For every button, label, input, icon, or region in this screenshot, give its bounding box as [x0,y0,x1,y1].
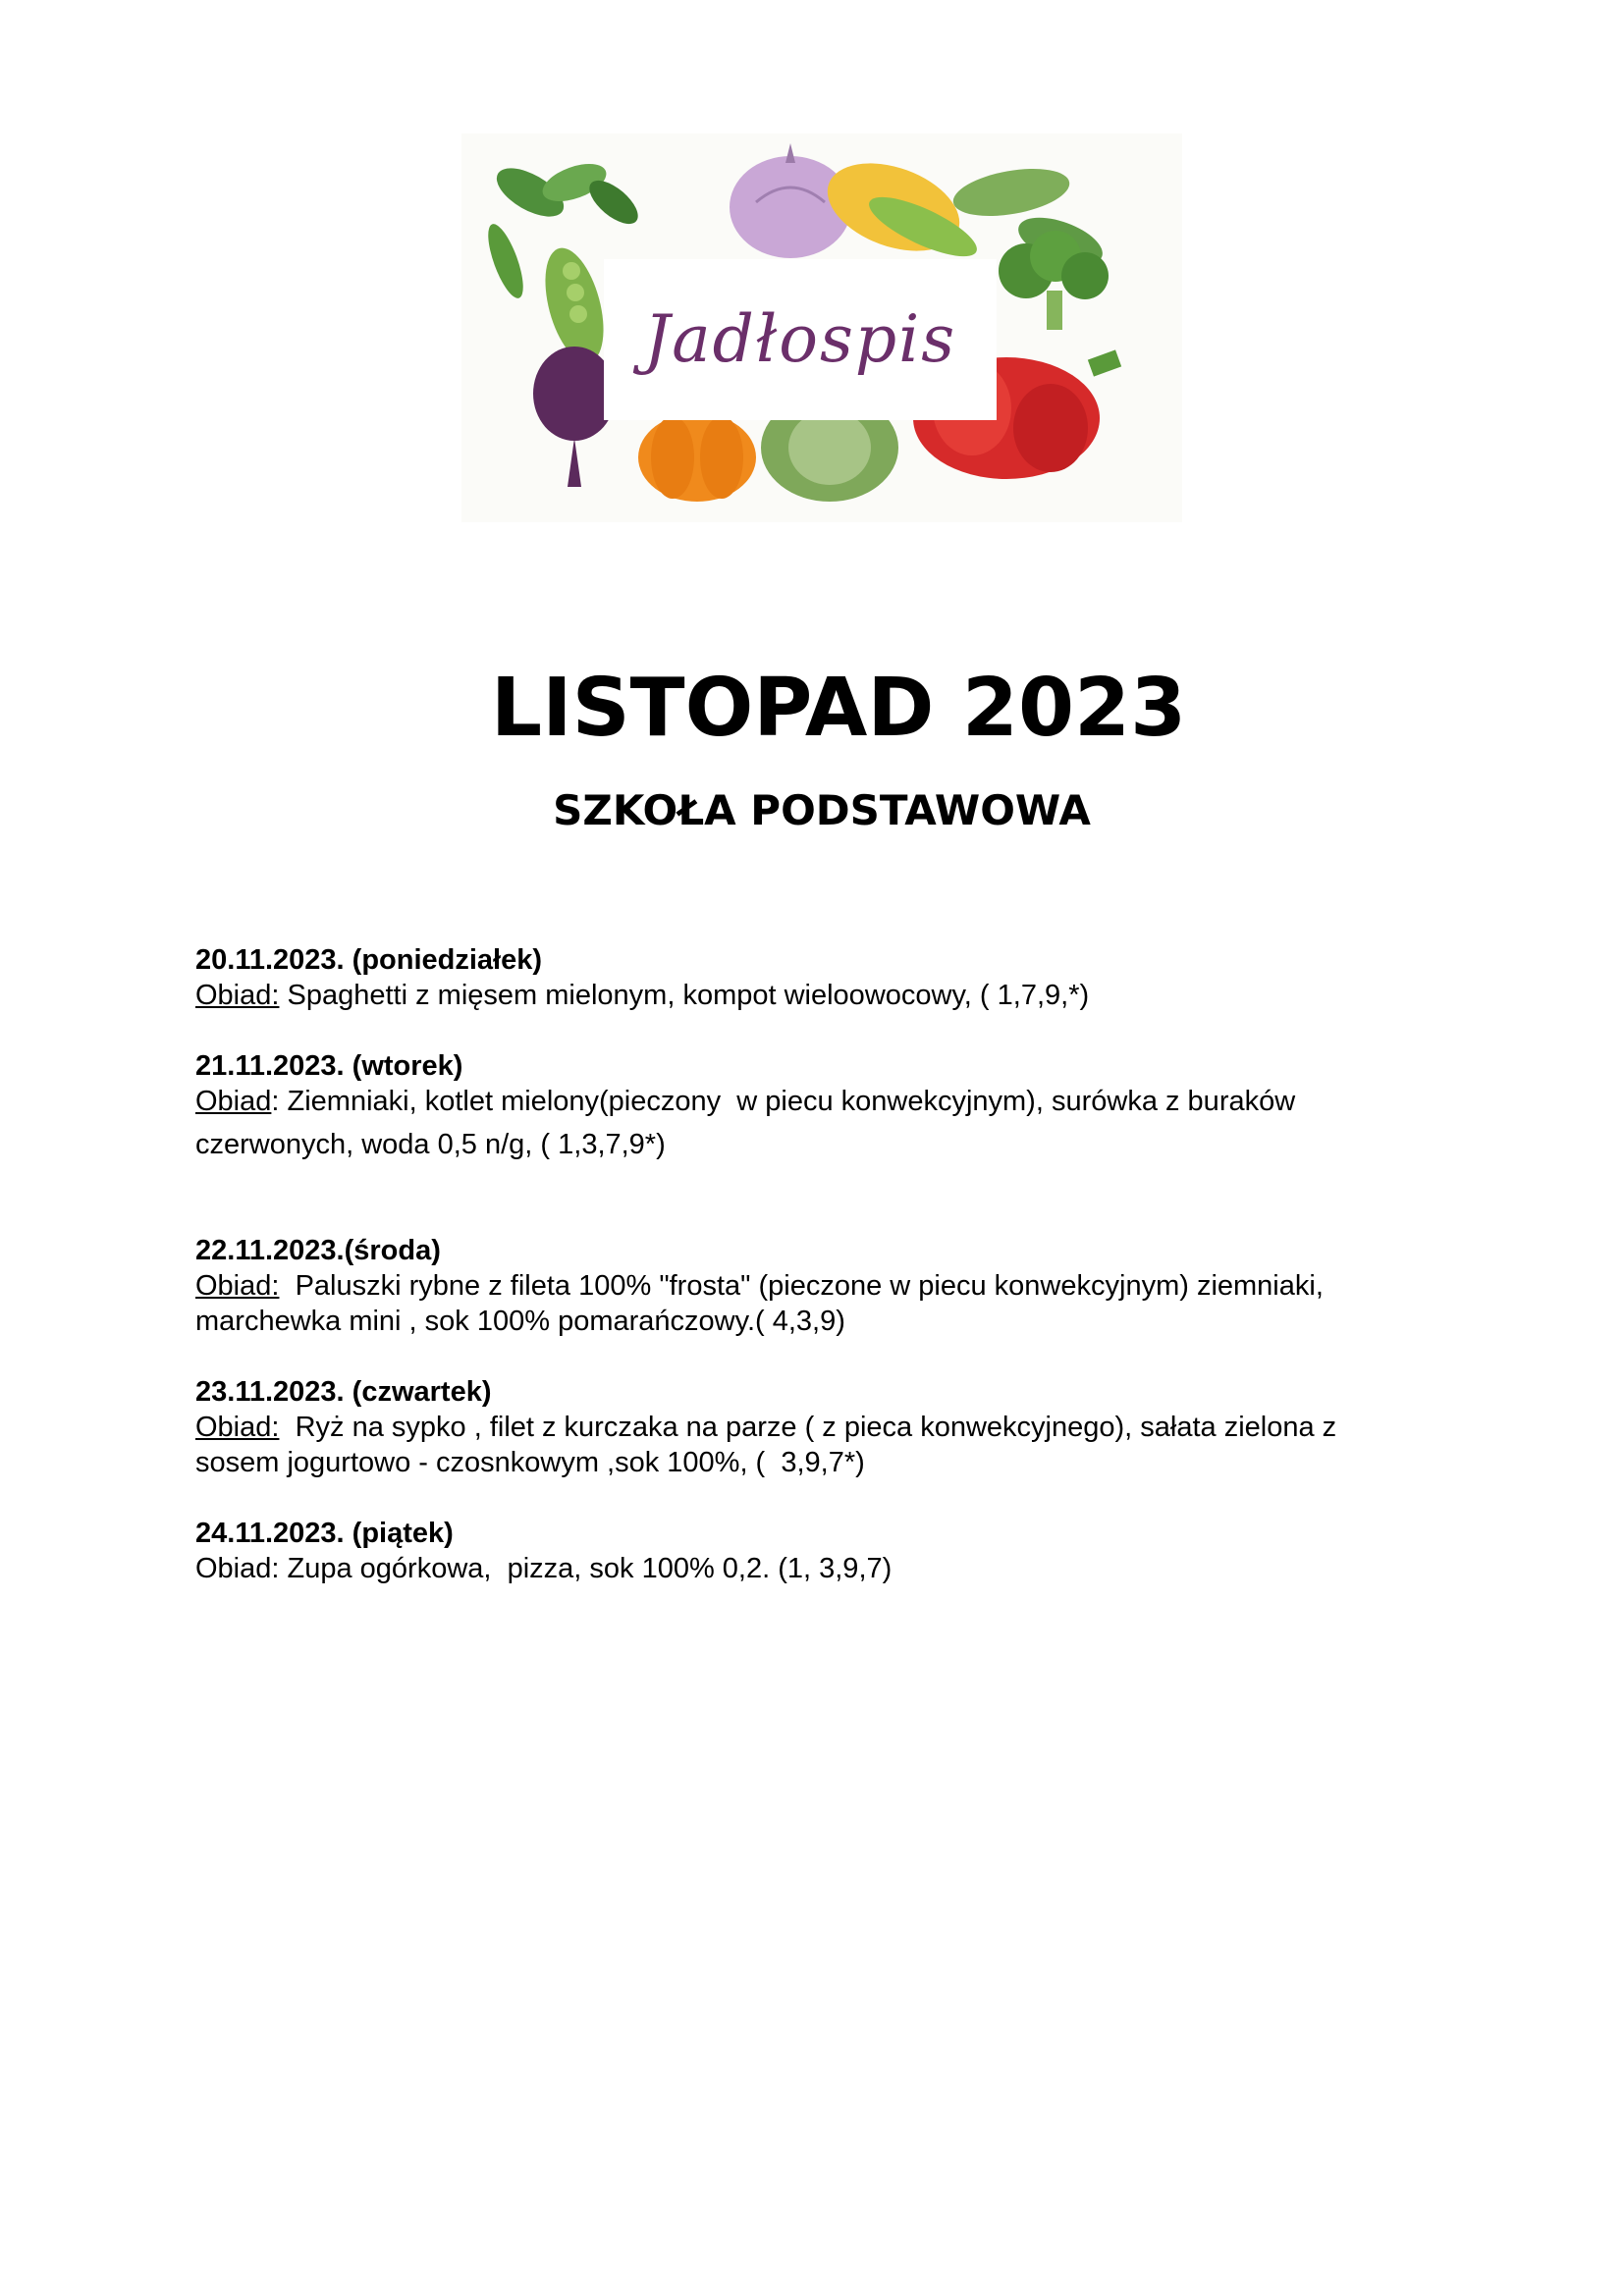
menu-day [195,942,1472,1013]
menu-day-description [195,978,1472,1013]
menu-day-description [195,1084,1472,1119]
menu-day-description [195,1268,1472,1304]
menu-day [195,1374,1472,1480]
meal-label: Obiad [195,1086,272,1117]
spacer [195,1162,1472,1233]
meal-text-continued: sosem jogurtowo - czosnkowym ,sok 100%, ( 3,9,7*) [195,1447,865,1478]
menu-day-description [195,1410,1472,1445]
page-subtitle: SZKOŁA PODSTAWOWA [553,786,1091,834]
logo-title: Jadłospis [643,300,957,377]
meal-text: Spaghetti z mięsem mielonym, kompot wieloowocowy, ( 1,7,9,*) [287,980,1090,1011]
menu-day [195,1516,1472,1586]
meal-label: Obiad: [195,1270,280,1302]
meal-text: Paluszki rybne z fileta 100% "frosta" (pieczone w piecu konwekcyjnym) ziemniaki, [287,1270,1324,1302]
menu-day-date: 23.11.2023. (czwartek) [195,1376,492,1408]
meal-text: Ziemniaki, kotlet mielony(pieczony w piecu konwekcyjnym), surówka z buraków [287,1086,1296,1117]
menu-day-date: 20.11.2023. (poniedziałek) [195,944,543,976]
spacer [195,1480,1472,1516]
meal-label: Obiad: [195,980,280,1011]
spacer [195,1339,1472,1374]
menu-day-description: Obiad: Zupa ogórkowa, pizza, sok 100% 0,2. (1, 3,9,7) [195,1553,893,1584]
menu-day-date: 24.11.2023. (piątek) [195,1518,454,1549]
menu-day-date: 22.11.2023.(środa) [195,1235,441,1266]
page-title: LISTOPAD 2023 [490,662,1187,755]
meal-text: Ryż na sypko , filet z kurczaka na parze ( z pieca konwekcyjnego), sałata zielona z [287,1412,1337,1443]
menu-day [195,1233,1472,1339]
menu-list [195,942,1472,1586]
jadlospis-logo [461,133,1182,522]
meal-text-continued: marchewka mini , sok 100% pomarańczowy.( 4,3,9) [195,1306,845,1337]
menu-day-date: 21.11.2023. (wtorek) [195,1050,463,1082]
spacer [195,1013,1472,1048]
meal-label: Obiad: [195,1412,280,1443]
menu-day [195,1048,1472,1162]
meal-text-continued: czerwonych, woda 0,5 n/g, ( 1,3,7,9*) [195,1129,666,1160]
meal-label-suffix: : [271,1086,280,1117]
